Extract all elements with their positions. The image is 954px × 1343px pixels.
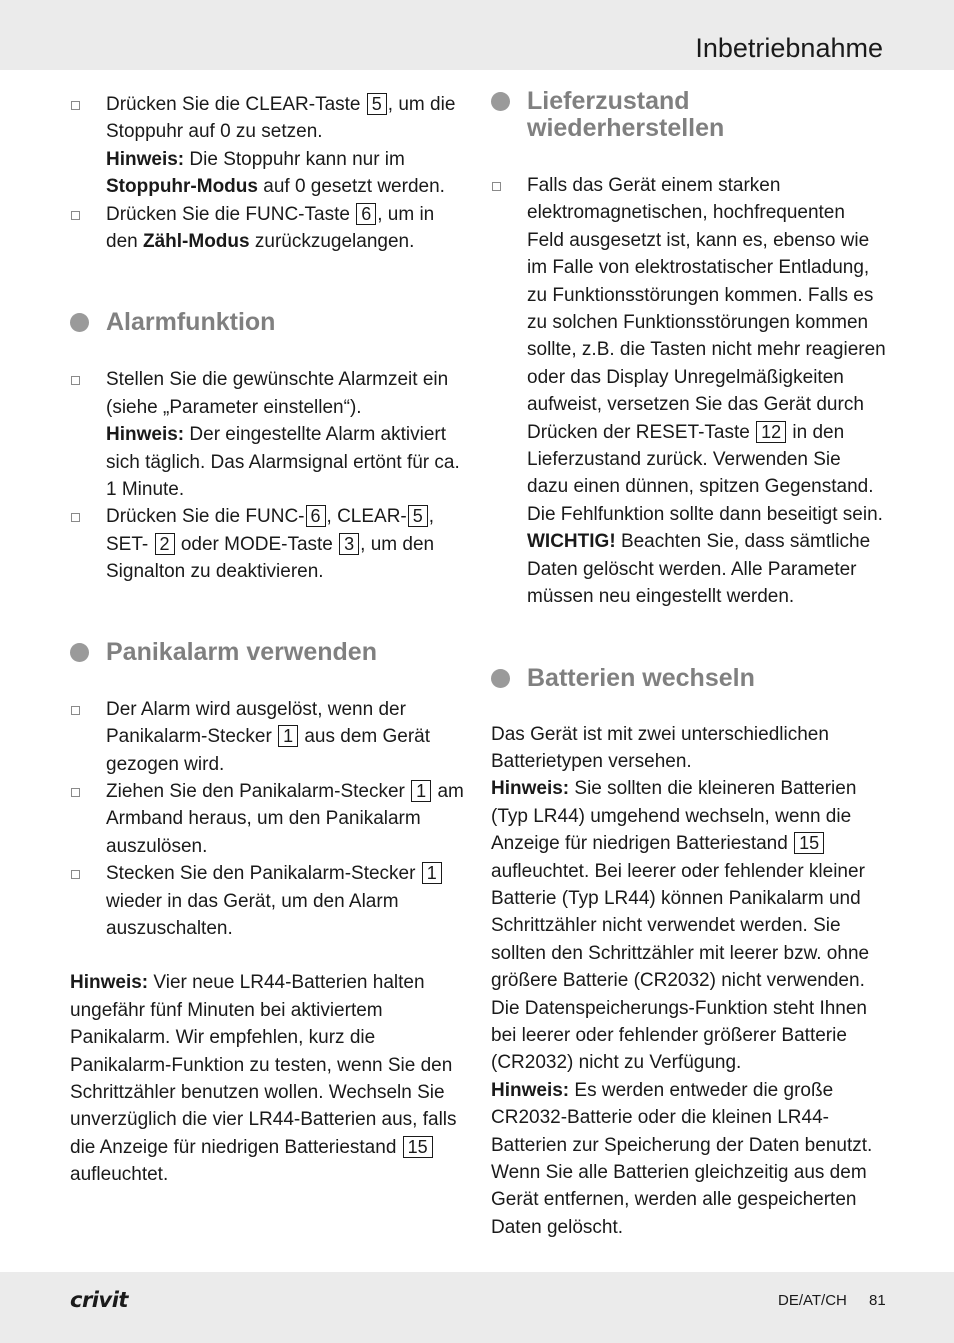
ref-number: 12 [756,421,786,443]
list-item-alarm-set: Stellen Sie die gewünschte Alarmzeit ein (siehe „Parameter einstellen“). Hinweis: Der eingestellte Alarm aktiviert sich täglich. Das Alarmsignal ertönt für ca. 1 Minute. [70,366,465,503]
battery-note-2: Hinweis: Es werden entweder die große CR2032-Batterie oder die kleinen LR44-Batterien zur Speicherung der Daten benutzt. Wenn Sie alle Batterien gleichzeitig aus dem Gerät entfernen, werden alle gespeicherten Daten gelöscht. [491,1079,873,1238]
ref-number: 15 [403,1136,433,1158]
section-heading-panic: Panikalarm verwenden [70,639,465,666]
note-label: Hinweis: [491,1079,570,1101]
note-label: Hinweis: [70,972,149,994]
page-number: 81 [869,1292,886,1309]
section-heading-reset: Lieferzustand wiederherstellen [491,88,887,142]
ref-number: 2 [155,533,175,555]
list-item-reset: Falls das Gerät einem starken elektromagnetischen, hochfrequenten Feld ausgesetzt ist, kann es, ebenso wie im Falle von elektrostatischer Entladung, zu Funktionsstörungen kommen. Falls es zu solchen Funktionsstörungen kommen sollte, z.B. die Tasten nicht mehr reagieren oder das Display Unregelmäßigkeiten aufweist, versetzen Sie das Gerät durch Drücken der RESET-Taste 12 in den Lieferzustand zurück. Verwenden Sie dazu einen dünnen, spitzen Gegenstand. Die Fehlfunktion sollte dann beseitigt sein. WICHTIG! Beachten Sie, dass sämtliche Daten gelöscht werden. Alle Parameter müssen neu eingestellt werden. [491,172,887,611]
ref-number: 1 [422,862,442,884]
ref-number: 5 [408,505,428,527]
right-column [491,88,887,1241]
list-item-clear: Drücken Sie die CLEAR-Taste 5 , um die Stoppuhr auf 0 zu setzen. Hinweis: Die Stoppuhr kann nur im Stoppuhr-Modus auf 0 gesetzt werden. [70,91,465,201]
note-label: Hinweis: [106,424,185,446]
battery-note-1: Hinweis: Sie sollten die kleineren Batterien (Typ LR44) umgehend wechseln, wenn die Anzeige für niedrigen Batteriestand 15 aufleuchtet. Bei leerer oder fehlender kleiner Batterie (Typ LR44) können Panikalarm und Schrittzähler nicht verwendet werden. Sie sollten den Schrittzähler mit leerer bzw. ohne größere Batterie (CR2032) nicht verwenden. Die Datenspeicherungs-Funktion steht Ihnen bei leerer oder fehlender größerer Batterie (CR2032) nicht zu Verfügung. [491,778,870,1074]
battery-intro: Das Gerät ist mit zwei unterschiedlichen Batterietypen versehen. [491,723,829,772]
bullet-square-icon [71,376,80,385]
bullet-square-icon [71,211,80,220]
heading-dot-icon [491,92,510,111]
note-label: Hinweis: [491,778,570,800]
ref-number: 5 [367,93,387,115]
bullet-square-icon [71,870,80,879]
panic-note: Hinweis: Vier neue LR44-Batterien halten ungefähr fünf Minuten bei aktiviertem Panikalarm. Wir empfehlen, kurz die Panikalarm-Funktion zu testen, wenn Sie den Schrittzähler benutzen wollen. Wechseln Sie unverzüglich die vier LR44-Batterien aus, falls die Anzeige für niedrigen Batteriestand 15 aufleuchtet. [70,972,457,1186]
section-heading-alarm: Alarmfunktion [70,309,465,336]
crivit-logo: crivit [70,1288,128,1312]
bullet-square-icon [71,101,80,110]
bullet-square-icon [492,182,501,191]
note-label: Hinweis: [106,148,185,170]
list-item-alarm-off: Drücken Sie die FUNC- 6 , CLEAR- 5 , SET- 2 oder MODE-Taste 3 , um den Signalton zu deaktivieren. [70,503,465,585]
heading-dot-icon [70,313,89,332]
bullet-square-icon [71,788,80,797]
section-heading-battery: Batterien wechseln [491,665,887,692]
heading-dot-icon [70,643,89,662]
ref-number: 1 [278,725,298,747]
left-column [70,91,465,1189]
ref-number: 6 [306,505,326,527]
footer-language: DE/AT/CH [778,1292,847,1309]
warning-label: WICHTIG! [527,531,616,553]
heading-dot-icon [491,669,510,688]
ref-number: 6 [356,203,376,225]
ref-number: 1 [411,780,431,802]
list-item-panic-1: Der Alarm wird ausgelöst, wenn der Panikalarm-Stecker 1 aus dem Gerät gezogen wird. [70,696,465,778]
list-item-panic-3: Stecken Sie den Panikalarm-Stecker 1 wieder in das Gerät, um den Alarm auszuschalten. [70,860,465,942]
bullet-square-icon [71,706,80,715]
ref-number: 15 [794,832,824,854]
bullet-square-icon [71,513,80,522]
ref-number: 3 [339,533,359,555]
page-title: Inbetriebnahme [695,33,883,63]
list-item-panic-2: Ziehen Sie den Panikalarm-Stecker 1 am Armband heraus, um den Panikalarm auszulösen. [70,778,465,860]
list-item-func: Drücken Sie die FUNC-Taste 6 , um in den Zähl-Modus zurückzugelangen. [70,201,465,256]
